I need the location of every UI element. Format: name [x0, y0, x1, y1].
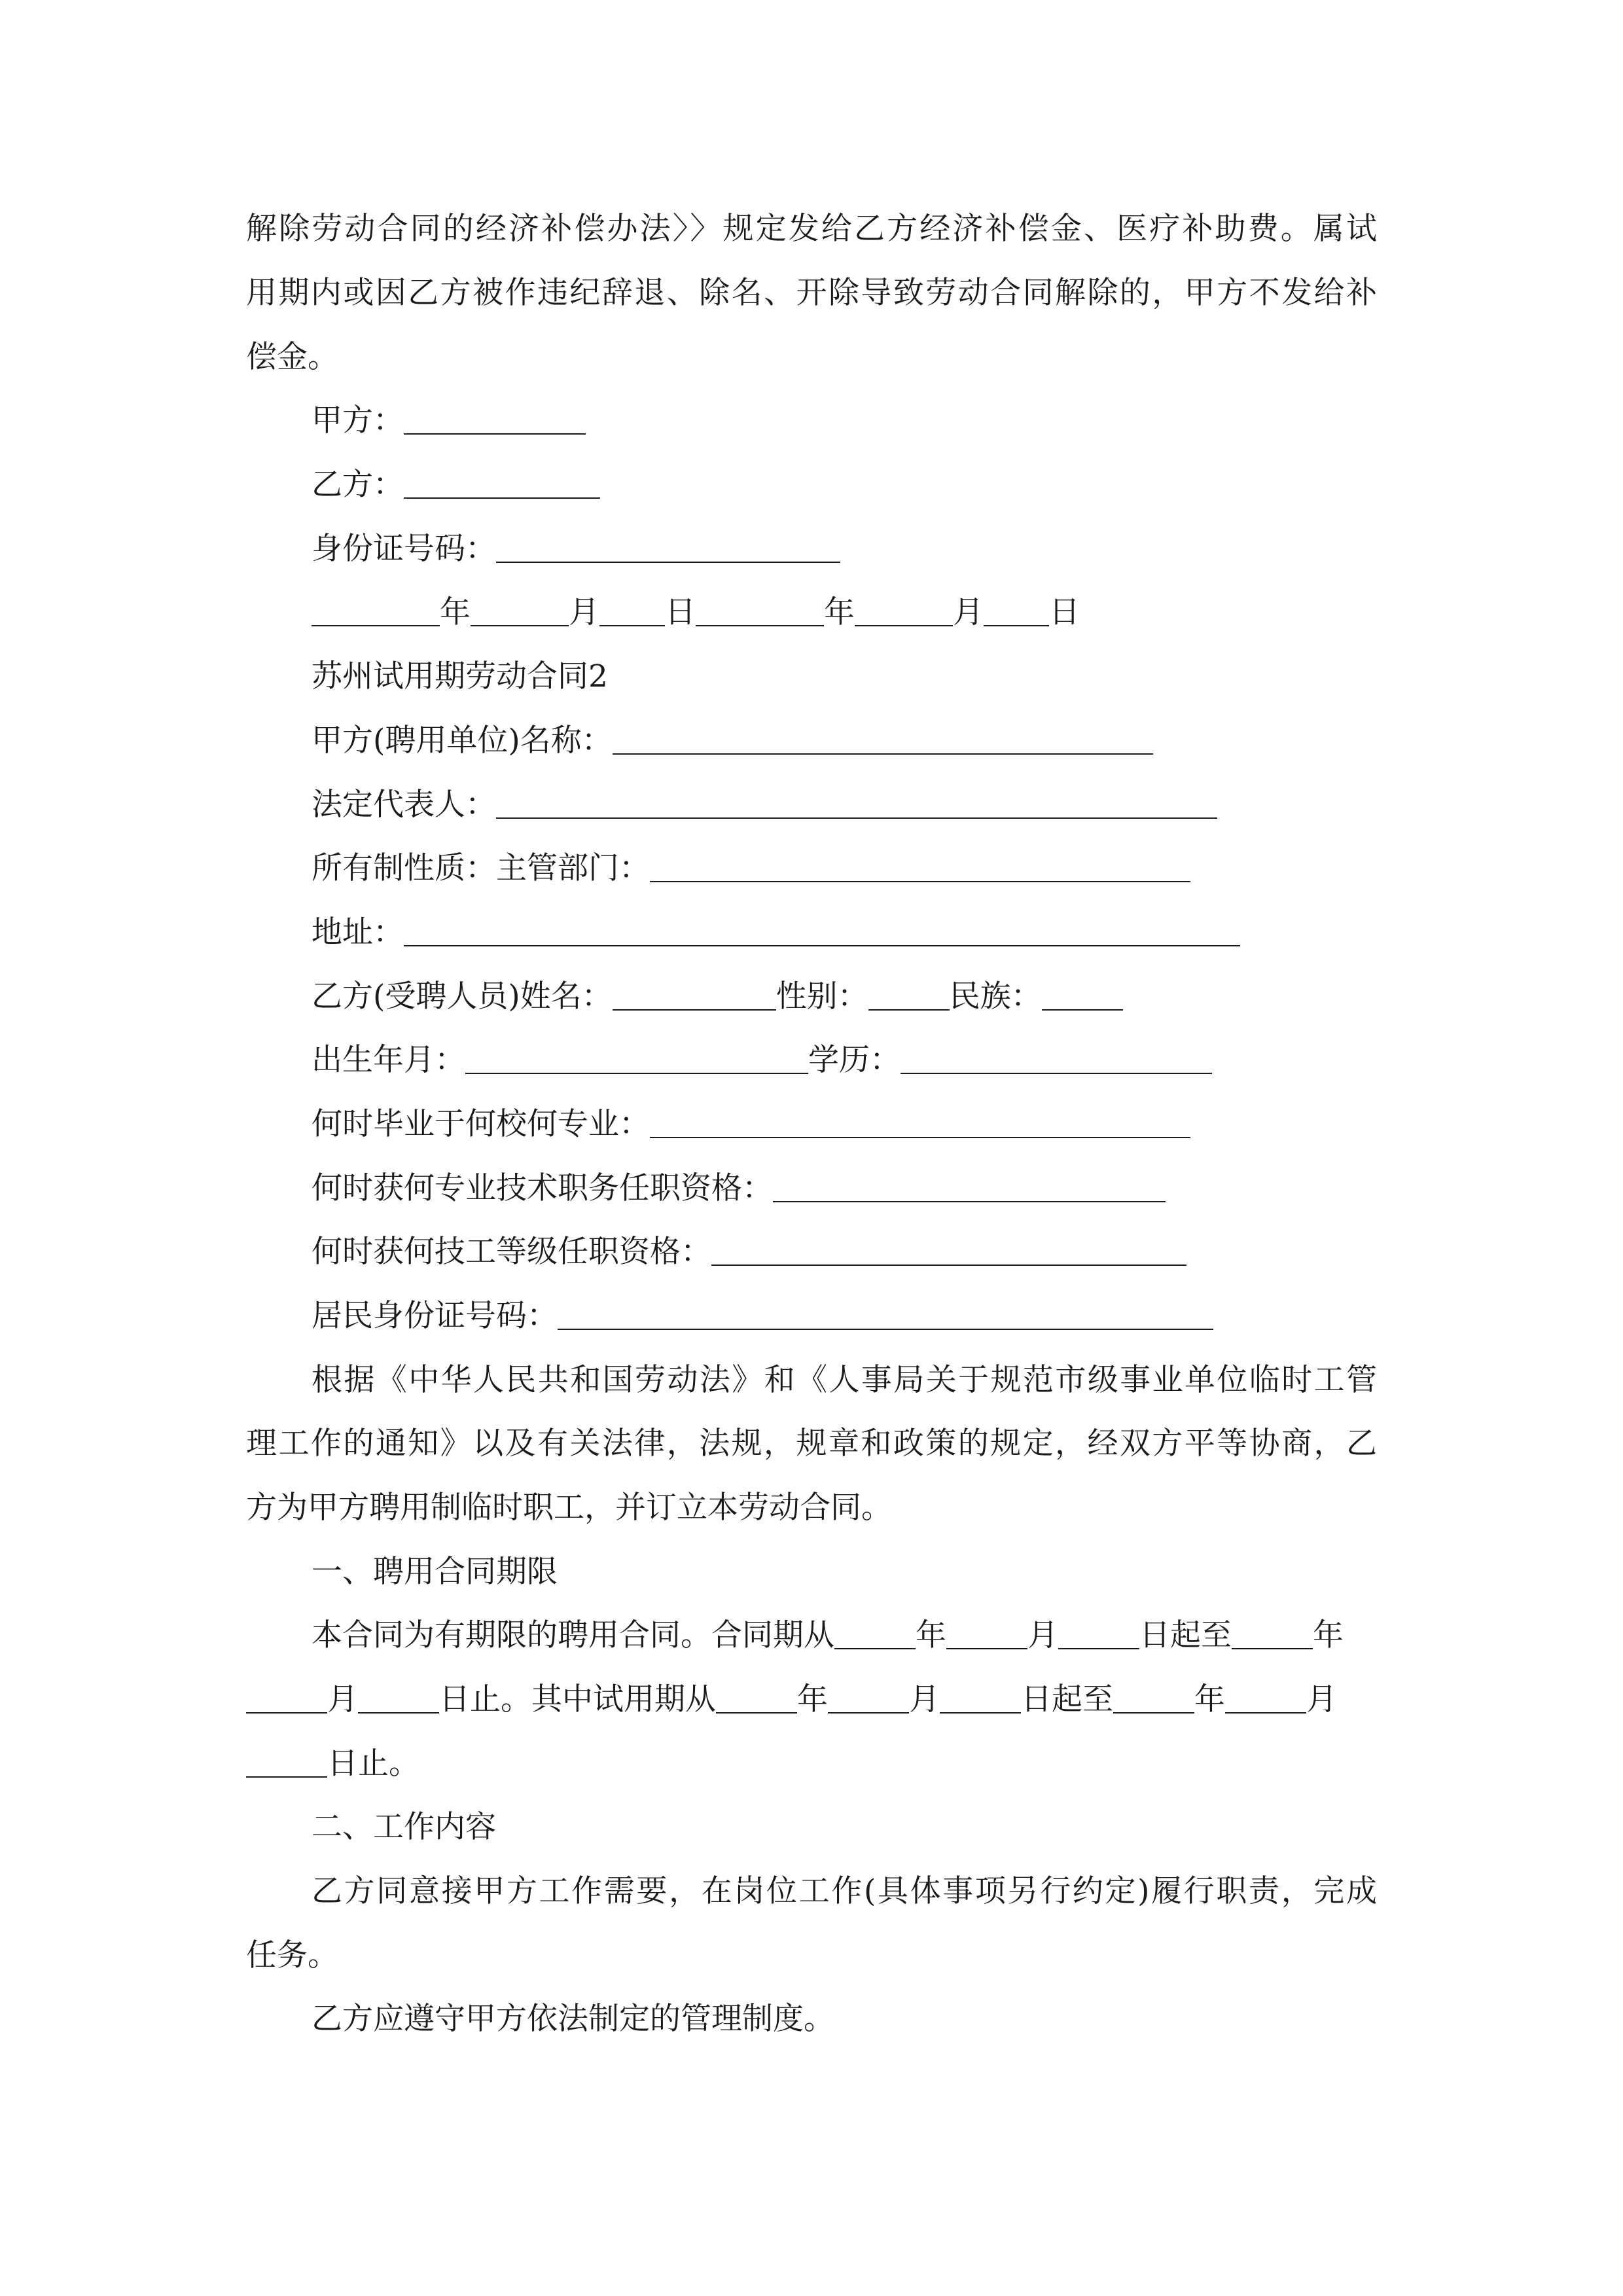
paragraph-line: 解除劳动合同的经济补偿办法〉〉规定发给乙方经济补偿金、医疗补助费。属试: [246, 211, 1377, 247]
legal-rep-label: 法定代表人：: [312, 787, 496, 823]
party-a-field: [312, 401, 586, 440]
employer-name-label: 甲方(聘用单位)名称：: [312, 723, 613, 759]
skill-level-field: [312, 1232, 1186, 1272]
term-line-1: [312, 1616, 1344, 1655]
year-blank: [1113, 1683, 1194, 1713]
month-label: 月: [953, 594, 984, 630]
party-a-label: 甲方：: [312, 403, 404, 439]
start-to-text: 日起至: [1139, 1617, 1232, 1653]
day-blank: [358, 1683, 439, 1713]
year-blank: [696, 596, 824, 626]
year-label: 年: [797, 1681, 828, 1717]
day-blank: [984, 596, 1049, 626]
probation-text: 日止。其中试用期从: [439, 1681, 716, 1717]
signature-date-row: [312, 593, 1080, 632]
resident-id-blank: [558, 1300, 1213, 1330]
ownership-field: [312, 849, 1190, 888]
birth-education-field: [312, 1041, 1212, 1080]
tech-title-field: [312, 1169, 1166, 1208]
employee-name-blank: [613, 980, 776, 1011]
address-label: 地址：: [312, 914, 404, 950]
graduation-field: [312, 1105, 1190, 1144]
tech-title-blank: [773, 1172, 1166, 1202]
employee-name-label: 乙方(受聘人员)姓名：: [312, 978, 613, 1014]
graduation-blank: [650, 1108, 1190, 1138]
party-a-blank: [404, 404, 586, 435]
contract-title: 苏州试用期劳动合同2: [312, 658, 608, 694]
address-blank: [404, 916, 1240, 946]
address-field: [312, 913, 1240, 952]
paragraph-line: 乙方应遵守甲方依法制定的管理制度。: [312, 2001, 834, 2037]
year-label: 年: [1194, 1681, 1225, 1717]
birth-blank: [465, 1044, 808, 1074]
id-number-blank: [496, 533, 840, 563]
term-line-2: [246, 1680, 1337, 1719]
id-number-label: 身份证号码：: [312, 531, 496, 567]
paragraph-line: 任务。: [246, 1937, 338, 1973]
education-blank: [901, 1044, 1212, 1074]
month-blank: [246, 1683, 327, 1713]
month-blank: [1225, 1683, 1306, 1713]
paragraph-line: 偿金。: [246, 339, 338, 375]
legal-rep-blank: [496, 789, 1217, 819]
day-blank: [246, 1748, 327, 1778]
gender-label: 性别：: [776, 978, 868, 1014]
party-b-blank: [404, 469, 600, 499]
year-label: 年: [916, 1617, 946, 1653]
legal-rep-field: [312, 785, 1217, 825]
month-blank: [471, 596, 569, 626]
resident-id-field: [312, 1297, 1213, 1336]
ownership-blank: [650, 852, 1190, 882]
gender-blank: [868, 980, 950, 1011]
month-label: 月: [1027, 1617, 1058, 1653]
party-b-field: [312, 465, 600, 505]
term-intro-text: 本合同为有期限的聘用合同。合同期从: [312, 1617, 834, 1653]
day-blank: [599, 596, 665, 626]
paragraph-line: 方为甲方聘用制临时职工，并订立本劳动合同。: [246, 1490, 892, 1526]
year-blank: [834, 1619, 916, 1649]
skill-level-label: 何时获何技工等级任职资格：: [312, 1234, 711, 1270]
year-blank: [716, 1683, 797, 1713]
year-label: 年: [824, 594, 855, 630]
day-blank: [940, 1683, 1021, 1713]
year-label: 年: [1313, 1617, 1344, 1653]
day-blank: [1058, 1619, 1139, 1649]
tech-title-label: 何时获何专业技术职务任职资格：: [312, 1170, 773, 1206]
employer-name-blank: [613, 725, 1153, 755]
year-label: 年: [440, 594, 471, 630]
month-label: 月: [909, 1681, 940, 1717]
year-blank: [312, 596, 440, 626]
resident-id-label: 居民身份证号码：: [312, 1298, 558, 1334]
ethnicity-blank: [1042, 980, 1123, 1011]
section-heading: 一、聘用合同期限: [312, 1554, 558, 1590]
stop-text: 日止。: [327, 1746, 419, 1782]
term-line-3: [246, 1744, 419, 1784]
paragraph-line: 根据《中华人民共和国劳动法》和《人事局关于规范市级事业单位临时工管: [312, 1362, 1377, 1398]
month-label: 月: [569, 594, 599, 630]
education-label: 学历：: [808, 1042, 901, 1078]
month-label: 月: [327, 1681, 358, 1717]
start-to-text: 日起至: [1021, 1681, 1113, 1717]
paragraph-line: 理工作的通知》以及有关法律，法规，规章和政策的规定，经双方平等协商，乙: [246, 1426, 1377, 1462]
day-label: 日: [665, 594, 696, 630]
skill-level-blank: [711, 1236, 1186, 1266]
ethnicity-label: 民族：: [949, 978, 1042, 1014]
month-blank: [828, 1683, 909, 1713]
birth-label: 出生年月：: [312, 1042, 465, 1078]
day-label: 日: [1049, 594, 1080, 630]
month-label: 月: [1306, 1681, 1337, 1717]
month-blank: [946, 1619, 1027, 1649]
paragraph-line: 乙方同意接甲方工作需要，在岗位工作(具体事项另行约定)履行职责，完成: [312, 1873, 1377, 1909]
section-heading: 二、工作内容: [312, 1809, 496, 1845]
employer-name-field: [312, 721, 1153, 761]
ownership-label: 所有制性质：主管部门：: [312, 850, 650, 886]
party-b-label: 乙方：: [312, 467, 404, 503]
month-blank: [855, 596, 953, 626]
year-blank: [1232, 1619, 1313, 1649]
id-number-field: [312, 529, 840, 569]
employee-name-field: [312, 977, 1123, 1016]
graduation-label: 何时毕业于何校何专业：: [312, 1106, 650, 1142]
paragraph-line: 用期内或因乙方被作违纪辞退、除名、开除导致劳动合同解除的，甲方不发给补: [246, 275, 1377, 311]
